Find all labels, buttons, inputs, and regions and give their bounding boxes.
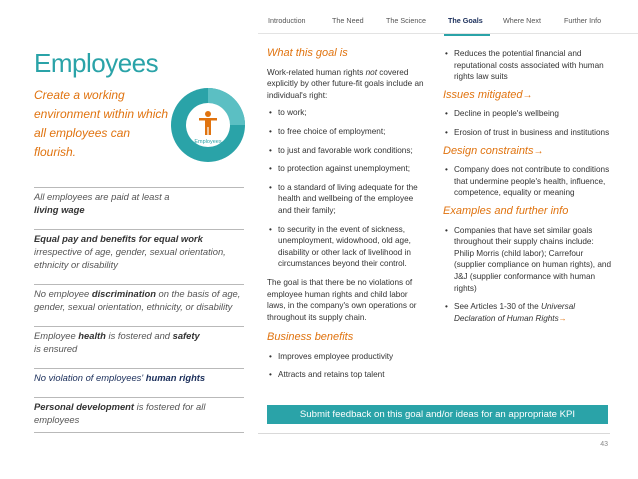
page-title: Employees: [34, 48, 159, 78]
list-item[interactable]: [443, 301, 613, 324]
external-link-icon: →: [558, 313, 567, 323]
heading-label: Design constraints: [443, 144, 534, 157]
top-navigation: [258, 0, 638, 42]
rights-list: [267, 107, 427, 270]
goal-health-safety[interactable]: [34, 326, 244, 363]
goal-text: All employees are paid at least a: [34, 191, 170, 202]
goal-keyword: Equal pay and benefits for equal work: [34, 233, 203, 244]
list-item: • Company does not contribute to conditions that undermine people's health, influence, competence, equality or meaning: [443, 164, 613, 199]
list-item: • Erosion of trust in business and institutions: [443, 127, 613, 139]
goal-wheel-label: Employees: [194, 139, 222, 145]
goal-text: is fostered and: [105, 330, 173, 341]
list-item: • Attracts and retains top talent: [267, 369, 427, 381]
examples-list: [443, 225, 613, 325]
goal-text: No violation of employees': [34, 372, 146, 383]
section-heading-examples: Examples and further info: [443, 204, 569, 217]
goal-human-rights[interactable]: [34, 368, 244, 392]
udhr-link[interactable]: Universal Declaration of Human Rights: [454, 302, 576, 323]
list-item: • to free choice of employment;: [267, 126, 427, 138]
design-list: [443, 164, 613, 199]
list-item: • Companies that have set similar goals throughout their supply chains include: Philip Morris (child labor); Carrefour (supplier compliance on human rights), and J&J (supplier conformance with human rights): [443, 225, 613, 295]
goal-living-wage[interactable]: [34, 187, 244, 224]
list-item: • to a standard of living adequate for the health and wellbeing of the employee and their family;: [267, 182, 427, 217]
intro-text: covered explicitly by other future-fit goals include an individual's right:: [267, 67, 424, 100]
goal-equal-pay[interactable]: [34, 229, 244, 279]
goal-details-column: [443, 48, 613, 331]
benefits-list: [267, 351, 427, 381]
goal-personal-development[interactable]: [34, 397, 244, 433]
goal-list: [34, 182, 244, 433]
goal-keyword: Personal development: [34, 401, 135, 412]
intro-paragraph: [267, 67, 427, 102]
footer-divider: [258, 433, 610, 434]
list-item: • to just and favorable work conditions;: [267, 145, 427, 157]
goal-description-column: [267, 48, 427, 388]
goal-text: on the basis of age, gender, sexual orientation, ethnicity, or disability: [34, 288, 241, 312]
section-heading-issues[interactable]: [443, 90, 613, 102]
list-item: • Improves employee productivity: [267, 351, 427, 363]
example-text: See Articles 1-30 of the: [454, 302, 541, 312]
issues-list: [443, 108, 613, 138]
nav-where-next[interactable]: Where Next: [503, 16, 541, 25]
goal-keyword: safety: [172, 330, 200, 341]
list-item: • Reduces the potential financial and reputational costs associated with human rights law suits: [443, 48, 613, 83]
section-heading-benefits: Business benefits: [267, 331, 354, 344]
goal-text: No employee: [34, 288, 92, 299]
nav-introduction[interactable]: Introduction: [268, 16, 306, 25]
page-number: 43: [600, 441, 608, 448]
intro-text: Work-related human rights: [267, 67, 366, 77]
section-heading-what: What this goal is: [267, 47, 348, 59]
benefits-continued-list: [443, 48, 613, 83]
goal-text: is fostered for all employees: [34, 401, 206, 425]
goal-text: is ensured: [34, 343, 78, 354]
page-tagline: Create a working environment within which all employees can flourish.: [34, 88, 169, 159]
submit-feedback-button[interactable]: Submit feedback on this goal and/or ideas for an appropriate KPI: [267, 405, 608, 424]
goal-no-discrimination[interactable]: [34, 284, 244, 321]
list-item: • to work;: [267, 107, 427, 119]
intro-emphasis: not: [365, 67, 377, 77]
goal-text: irrespective of age, gender, sexual orientation, ethnicity or disability: [34, 246, 226, 270]
external-link-icon: →: [522, 89, 533, 101]
list-item: • to security in the event of sickness, unemployment, widowhood, old age, disability or other lack of livelihood in circumstances beyond their control.: [267, 224, 427, 270]
goal-keyword: human rights: [145, 372, 206, 383]
goal-keyword: living wage: [34, 204, 85, 215]
heading-label: Issues mitigated: [443, 88, 523, 101]
goal-text: Employee: [34, 330, 79, 341]
list-item: • Decline in people's wellbeing: [443, 108, 613, 120]
nav-active-indicator: [444, 34, 490, 36]
list-item: • to protection against unemployment;: [267, 163, 427, 175]
goal-wheel-icon: [170, 87, 246, 163]
goal-statement: The goal is that there be no violations of employee human rights and child labor laws, in the company's own operations or throughout its supply chain.: [267, 277, 417, 322]
goal-keyword: discrimination: [91, 288, 156, 299]
section-heading-design[interactable]: [443, 146, 613, 158]
nav-the-need[interactable]: The Need: [332, 16, 364, 25]
nav-the-science[interactable]: The Science: [386, 16, 426, 25]
nav-further-info[interactable]: Further Info: [564, 16, 602, 25]
goal-keyword: health: [78, 330, 106, 341]
external-link-icon: →: [533, 145, 544, 157]
nav-the-goals[interactable]: The Goals: [448, 16, 483, 25]
